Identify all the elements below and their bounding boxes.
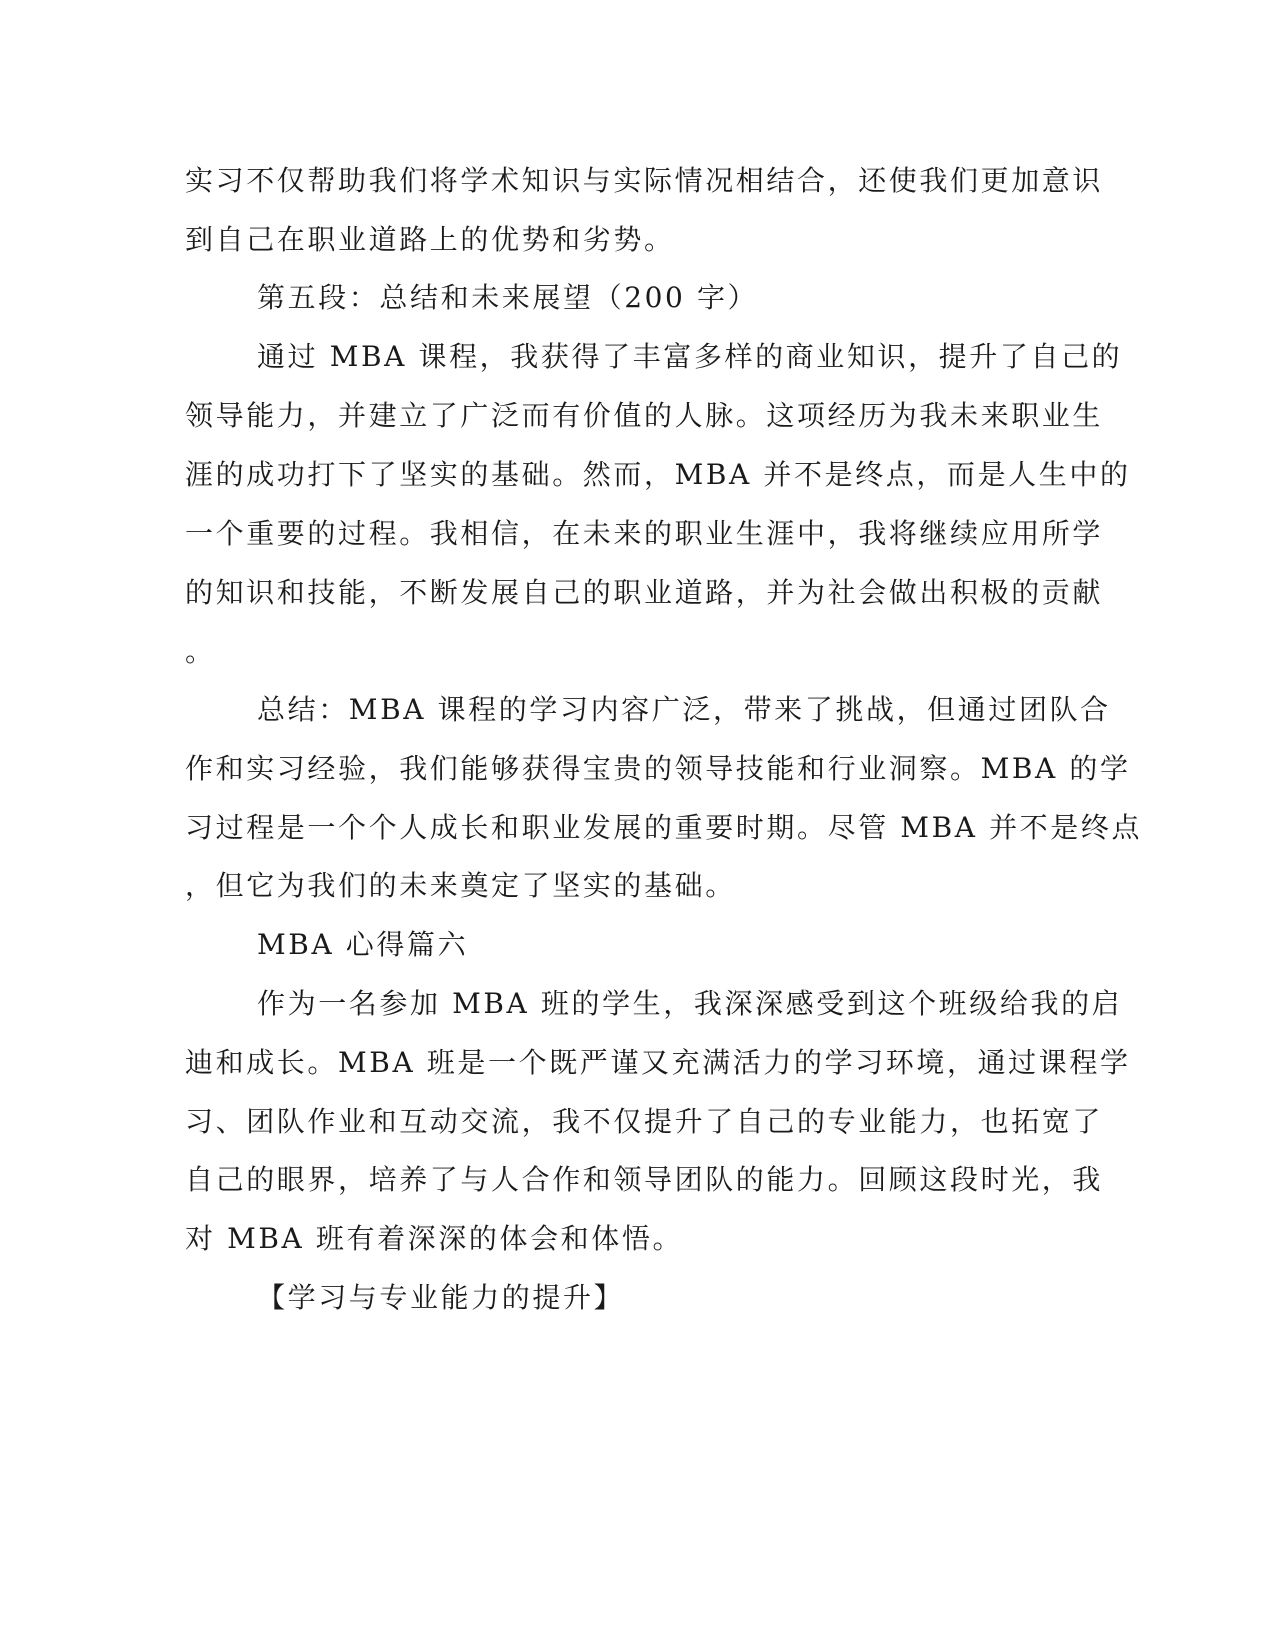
section-heading: 【学习与专业能力的提升】 <box>257 1281 625 1314</box>
text-line: 自己的眼界，培养了与人合作和领导团队的能力。回顾这段时光，我 <box>185 1163 1104 1196</box>
text-line: 。 <box>185 635 216 668</box>
text-line: 对 MBA 班有着深深的体会和体悟。 <box>185 1222 684 1255</box>
text-line: ，但它为我们的未来奠定了坚实的基础。 <box>185 869 736 902</box>
text-line: 实习不仅帮助我们将学术知识与实际情况相结合，还使我们更加意识 <box>185 164 1104 197</box>
text-line: 迪和成长。MBA 班是一个既严谨又充满活力的学习环境，通过课程学 <box>185 1046 1131 1079</box>
text-line: 习过程是一个个人成长和职业发展的重要时期。尽管 MBA 并不是终点 <box>185 811 1143 844</box>
text-line: 一个重要的过程。我相信，在未来的职业生涯中，我将继续应用所学 <box>185 517 1104 550</box>
text-line: 通过 MBA 课程，我获得了丰富多样的商业知识，提升了自己的 <box>257 340 1123 373</box>
text-line: 的知识和技能，不断发展自己的职业道路，并为社会做出积极的贡献 <box>185 576 1104 609</box>
text-line: 作为一名参加 MBA 班的学生，我深深感受到这个班级给我的启 <box>257 987 1123 1020</box>
text-line: 作和实习经验，我们能够获得宝贵的领导技能和行业洞察。MBA 的学 <box>185 752 1131 785</box>
text-line: 涯的成功打下了坚实的基础。然而，MBA 并不是终点，而是人生中的 <box>185 458 1131 491</box>
text-line: 到自己在职业道路上的优势和劣势。 <box>185 223 675 256</box>
text-line: 领导能力，并建立了广泛而有价值的人脉。这项经历为我未来职业生 <box>185 399 1104 432</box>
text-line: 习、团队作业和互动交流，我不仅提升了自己的专业能力，也拓宽了 <box>185 1105 1104 1138</box>
text-line: 总结：MBA 课程的学习内容广泛，带来了挑战，但通过团队合 <box>257 693 1111 726</box>
section-heading: MBA 心得篇六 <box>257 928 469 961</box>
section-heading: 第五段：总结和未来展望（200 字） <box>257 281 759 314</box>
